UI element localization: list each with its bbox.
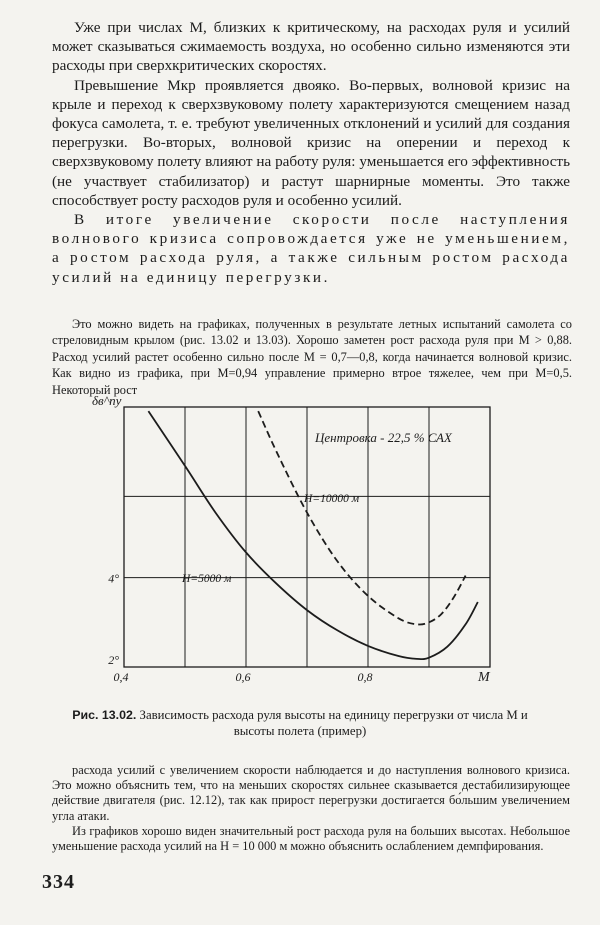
y-axis-label: δв^ny — [92, 393, 122, 408]
caption-text: Зависимость расхода руля высоты на единицу перегрузки от числа М и высоты полета (пример) — [139, 708, 528, 738]
paragraph-bottom-1: расхода усилий с увеличением скорости наблюдается и до наступления волнового кризиса. Это можно объяснить тем, что на меньших скоростях сильнее сказывается дестабилизирующее действие двигателя (рис. 12.12), так как прирост перегрузки достигается бо́льшим увеличением угла атаки. — [52, 763, 570, 823]
y-tick-label: 2° — [108, 652, 119, 667]
y-tick-label: 4° — [108, 571, 119, 586]
paragraph-small-top: Это можно видеть на графиках, полученных в результате летных испытаний самолета со стреловидным крылом (рис. 13.02 и 13.03). Хорошо заметен рост расхода руля при М > 0,88. Расход усилий растет особенно сильно после М = 0,7—0,8, когда начинается волновой кризис. Как видно из графика, при М=0,94 управление примерно втрое тяжелее, чем при М=0,5. Некоторый рост — [52, 317, 572, 397]
series-label-h10000: H=10000 м — [304, 493, 360, 505]
main-text — [52, 18, 570, 287]
page-number: 334 — [42, 871, 75, 893]
paragraph-2: Превышение Мкр проявляется двояко. Во-первых, волновой кризис на крыле и переход к сверхзвуковому полету характеризуются смещением назад фокуса самолета, т. е. требуют увеличенных отклонений и усилий для создания перегрузки. Во-вторых, волновой кризис на оперении и переход к сверхзвуковому полету влияют на работу руля: уменьшается его эффективность (не участвует стабилизатор) и растут шарнирные моменты. Это также способствует росту расходов руля и особенно усилий. — [52, 76, 570, 209]
series-line-h5000 — [148, 411, 477, 659]
chart — [0, 385, 600, 705]
series-label-h5000: H=5000 м — [182, 573, 232, 585]
caption-label: Рис. 13.02. — [72, 708, 137, 722]
figure-caption — [60, 707, 540, 739]
x-axis-label: М — [478, 670, 490, 685]
paragraph-bottom-2: Из графиков хорошо виден значительный рост расхода руля на больших высотах. Небольшое уменьшение расхода усилий на Н = 10 000 м можно объяснить ослаблением демпфирования. — [52, 823, 570, 854]
paragraph-1: Уже при числах М, близких к критическому, на расходах руля и усилий может сказываться сжимаемость воздуха, но особенно сильно изменяются эти расходы при сверхкритических скоростях. — [52, 19, 570, 75]
x-tick-label: 0,6 — [235, 670, 251, 684]
small-text-bottom — [52, 763, 570, 854]
x-tick-label: 0,8 — [357, 670, 373, 684]
x-tick-label: 0,4 — [113, 670, 129, 684]
chart-annotation: Центровка - 22,5 % САХ — [315, 430, 452, 445]
paragraph-3: В итоге увеличение скорости после наступления волнового кризиса сопровождается уже не уменьшением, а ростом расхода руля, а также сильным ростом расхода усилий на единицу перегрузки. — [52, 211, 570, 286]
